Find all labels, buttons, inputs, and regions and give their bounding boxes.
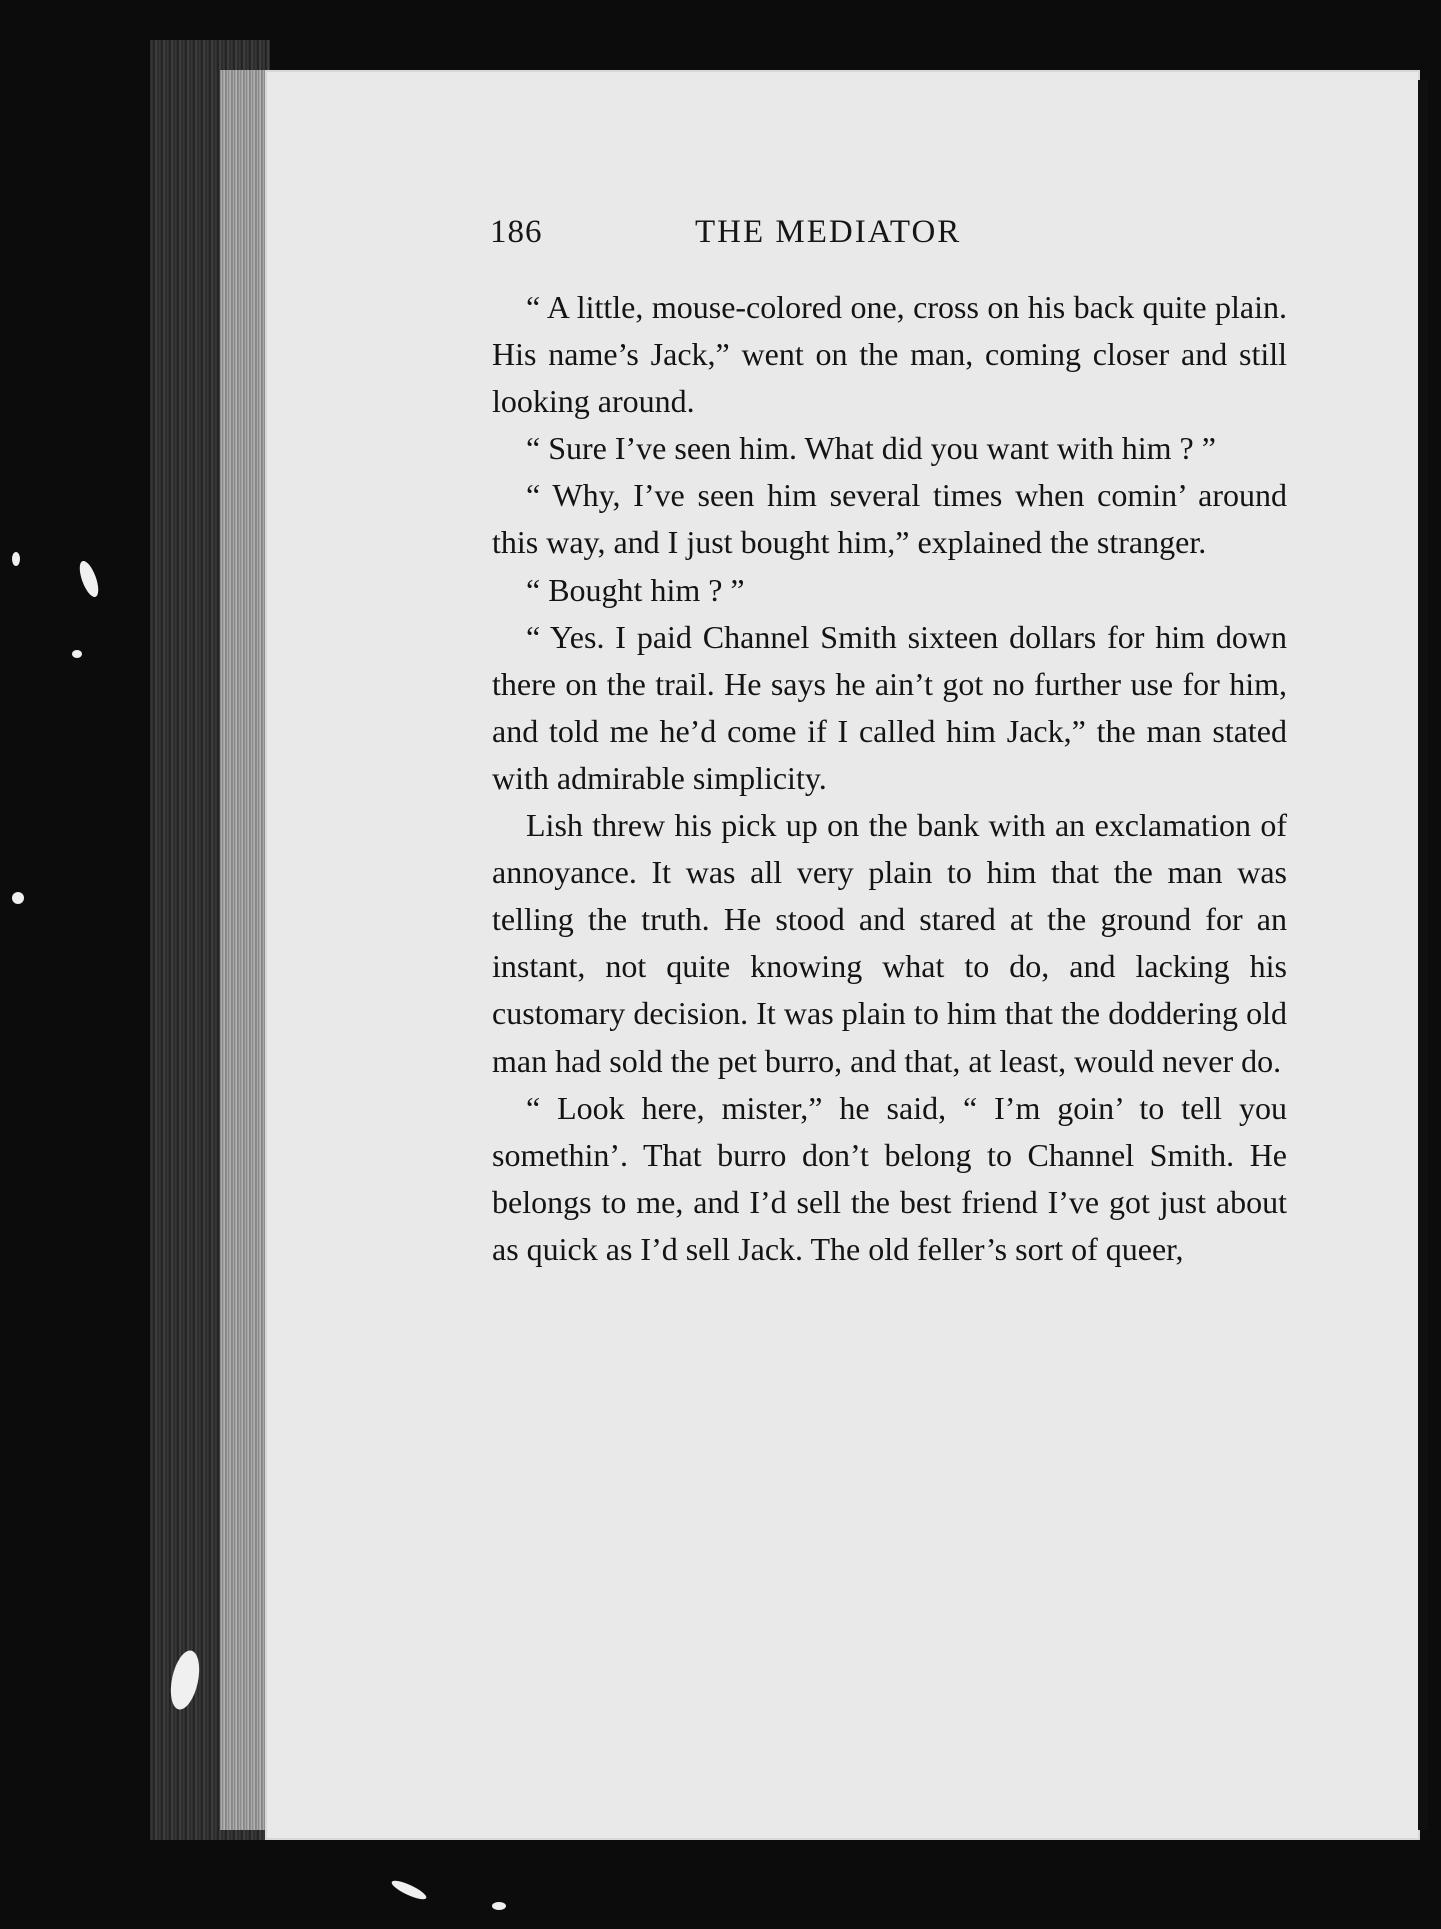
- dust-speck: [12, 892, 24, 904]
- page-header: [490, 214, 1290, 264]
- paragraph: “ Sure I’ve seen him. What did you want with him ? ”: [526, 430, 1216, 467]
- running-title: THE MEDIATOR: [695, 214, 962, 250]
- dust-speck: [390, 1877, 429, 1902]
- paragraph: “ Why, I’ve seen him several times when comin’ around this way, and I just bought him,” explained the stranger.: [492, 477, 1287, 561]
- dust-speck: [76, 559, 102, 599]
- dust-speck: [492, 1902, 506, 1910]
- paragraph: “ A little, mouse-colored one, cross on his back quite plain. His name’s Jack,” went on the man, coming closer and still looking around.: [492, 289, 1287, 420]
- paragraph: “ Bought him ? ”: [526, 571, 745, 608]
- page-stack-edge: [220, 70, 270, 1830]
- page-right-shadow: [1418, 80, 1428, 1830]
- paragraph: “ Yes. I paid Channel Smith sixteen dollars for him down there on the trail. He says he ain’t got no further use for him, and told me he’d come if I called him Jack,” the man stated with admirable simplicity.: [492, 618, 1287, 796]
- body-text: [492, 284, 1287, 1273]
- paragraph: Lish threw his pick up on the bank with an exclamation of annoyance. It was all very plain to him that the man was telling the truth. He stood and stared at the ground for an instant, not quite knowing what to do, and lacking his customary decision. It was plain to him that the doddering old man had sold the pet burro, and that, at least, would never do.: [492, 807, 1287, 1079]
- paragraph: “ Look here, mister,” he said, “ I’m goin’ to tell you somethin’. That burro don’t belong to Channel Smith. He belongs to me, and I’d sell the best friend I’ve got just about as quick as I’d sell Jack. The old feller’s sort of queer,: [492, 1089, 1287, 1267]
- dust-speck: [72, 650, 82, 658]
- page-number: 186: [490, 214, 543, 250]
- dust-speck: [12, 552, 20, 566]
